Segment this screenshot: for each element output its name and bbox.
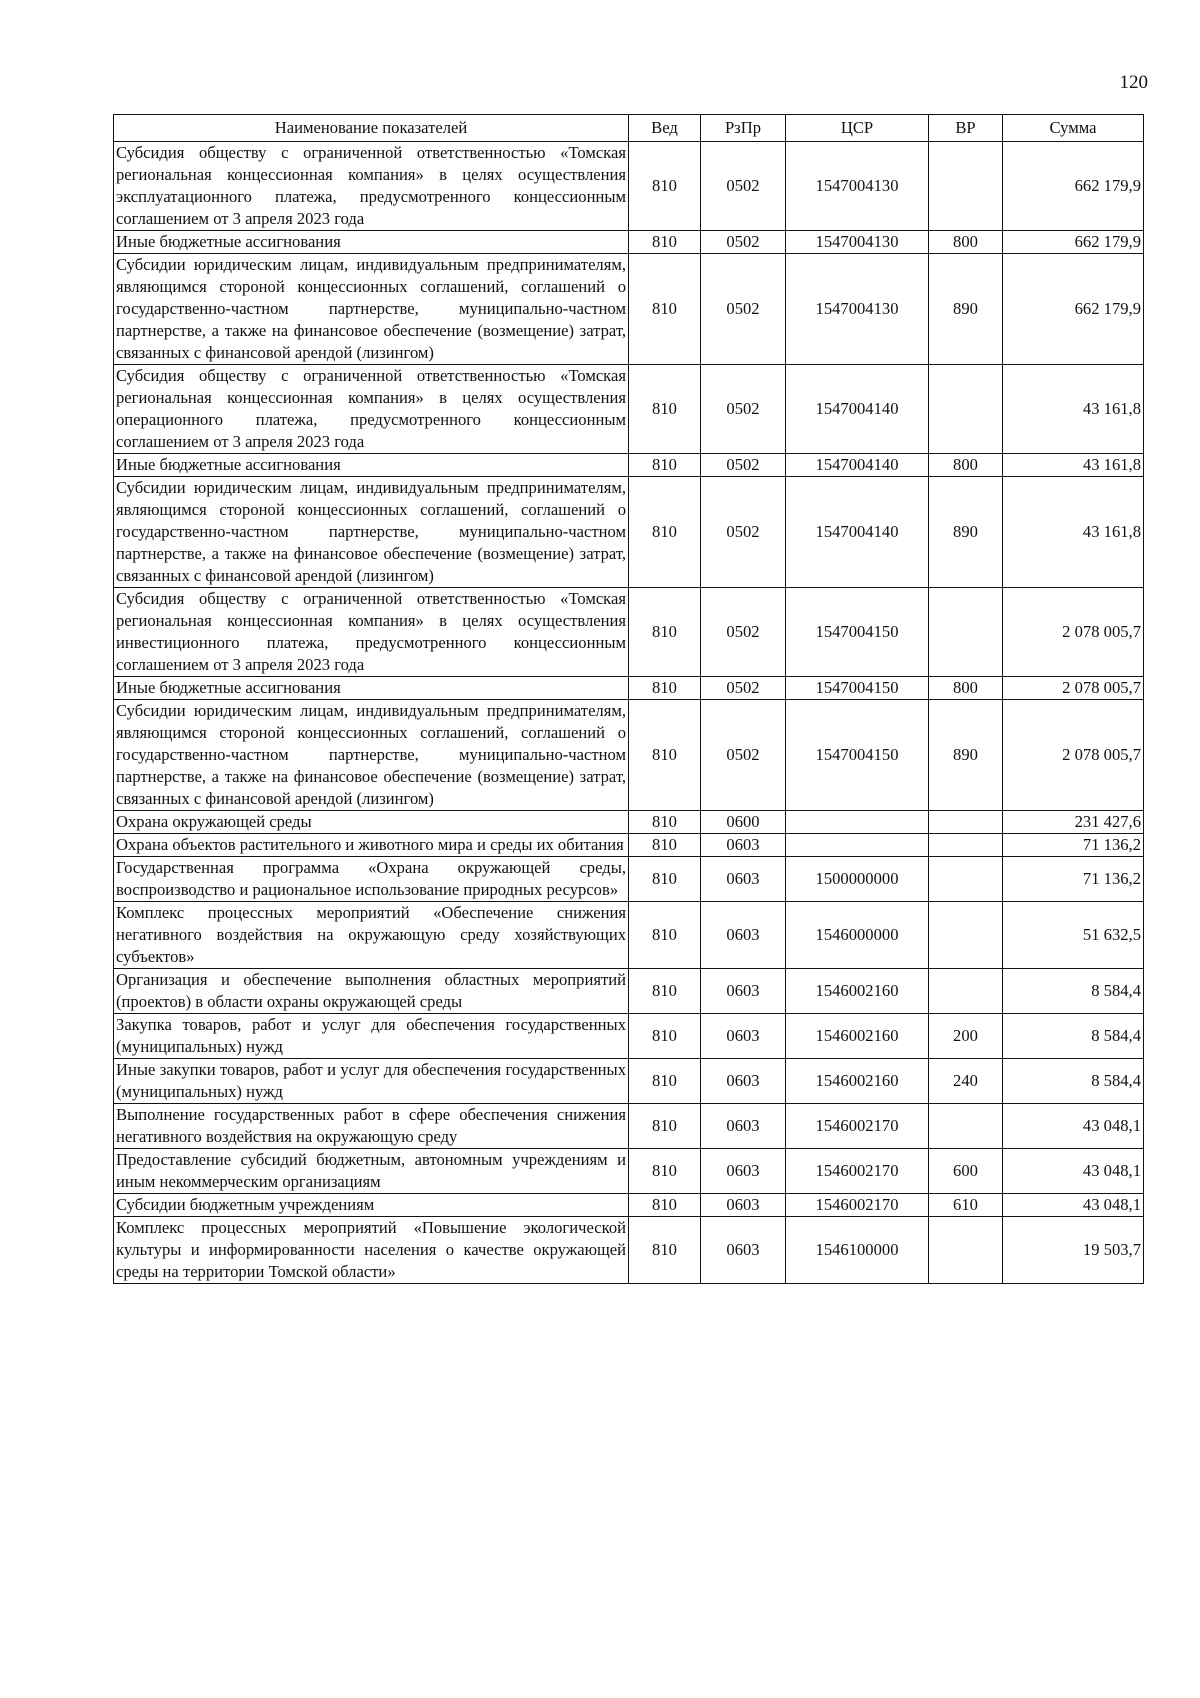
row-name: Охрана окружающей среды (114, 811, 629, 834)
row-ved: 810 (629, 231, 701, 254)
row-name: Иные бюджетные ассигнования (114, 454, 629, 477)
row-rzpr: 0603 (701, 1149, 786, 1194)
row-vr: 240 (929, 1059, 1003, 1104)
header-ved: Вед (629, 115, 701, 142)
row-rzpr: 0502 (701, 254, 786, 365)
row-sum: 8 584,4 (1003, 1014, 1144, 1059)
row-rzpr: 0502 (701, 700, 786, 811)
row-vr: 890 (929, 254, 1003, 365)
row-name: Субсидии юридическим лицам, индивидуальным предпринимателям, являющимся стороной концессионных соглашений, соглашений о государственно-частном партнерстве, муниципально-частном партнерстве, а также на финансовое обеспечение (возмещение) затрат, связанных с финансовой арендой (лизингом) (114, 477, 629, 588)
row-csr: 1546002170 (786, 1194, 929, 1217)
row-rzpr: 0502 (701, 677, 786, 700)
row-ved: 810 (629, 1014, 701, 1059)
row-rzpr: 0603 (701, 1104, 786, 1149)
row-ved: 810 (629, 454, 701, 477)
row-csr (786, 811, 929, 834)
row-name: Субсидии юридическим лицам, индивидуальным предпринимателям, являющимся стороной концессионных соглашений, соглашений о государственно-частном партнерстве, муниципально-частном партнерстве, а также на финансовое обеспечение (возмещение) затрат, связанных с финансовой арендой (лизингом) (114, 254, 629, 365)
row-csr: 1547004140 (786, 365, 929, 454)
table-row (114, 1059, 1144, 1104)
table-row (114, 834, 1144, 857)
row-rzpr: 0502 (701, 142, 786, 231)
row-sum: 71 136,2 (1003, 857, 1144, 902)
table-row (114, 1217, 1144, 1284)
table-row (114, 857, 1144, 902)
row-csr: 1547004130 (786, 142, 929, 231)
row-sum: 662 179,9 (1003, 254, 1144, 365)
row-rzpr: 0502 (701, 477, 786, 588)
row-name: Комплекс процессных мероприятий «Обеспечение снижения негативного воздействия на окружающую среду хозяйствующих субъектов» (114, 902, 629, 969)
row-csr: 1546100000 (786, 1217, 929, 1284)
row-name: Организация и обеспечение выполнения областных мероприятий (проектов) в области охраны окружающей среды (114, 969, 629, 1014)
row-csr: 1546002160 (786, 969, 929, 1014)
table-row (114, 142, 1144, 231)
row-vr (929, 811, 1003, 834)
row-sum: 2 078 005,7 (1003, 700, 1144, 811)
row-vr: 600 (929, 1149, 1003, 1194)
row-ved: 810 (629, 834, 701, 857)
row-name: Субсидии бюджетным учреждениям (114, 1194, 629, 1217)
table-row (114, 902, 1144, 969)
row-rzpr: 0600 (701, 811, 786, 834)
table-row (114, 1104, 1144, 1149)
row-ved: 810 (629, 1194, 701, 1217)
row-name: Иные бюджетные ассигнования (114, 231, 629, 254)
row-csr: 1546002170 (786, 1104, 929, 1149)
row-vr: 200 (929, 1014, 1003, 1059)
row-ved: 810 (629, 365, 701, 454)
row-vr (929, 142, 1003, 231)
row-ved: 810 (629, 677, 701, 700)
row-sum: 43 048,1 (1003, 1149, 1144, 1194)
row-vr (929, 969, 1003, 1014)
row-name: Охрана объектов растительного и животного мира и среды их обитания (114, 834, 629, 857)
row-vr (929, 902, 1003, 969)
row-vr (929, 588, 1003, 677)
row-vr (929, 1104, 1003, 1149)
row-csr: 1546000000 (786, 902, 929, 969)
header-sum: Сумма (1003, 115, 1144, 142)
row-sum: 8 584,4 (1003, 969, 1144, 1014)
row-sum: 8 584,4 (1003, 1059, 1144, 1104)
row-ved: 810 (629, 588, 701, 677)
row-rzpr: 0603 (701, 1217, 786, 1284)
table-row (114, 700, 1144, 811)
table-row (114, 1149, 1144, 1194)
row-rzpr: 0502 (701, 588, 786, 677)
row-sum: 2 078 005,7 (1003, 677, 1144, 700)
row-vr (929, 1217, 1003, 1284)
row-name: Субсидия обществу с ограниченной ответственностью «Томская региональная концессионная компания» в целях осуществления инвестиционного платежа, предусмотренного концессионным соглашением от 3 апреля 2023 года (114, 588, 629, 677)
row-ved: 810 (629, 857, 701, 902)
row-name: Иные бюджетные ассигнования (114, 677, 629, 700)
table-row (114, 454, 1144, 477)
row-name: Комплекс процессных мероприятий «Повышение экологической культуры и информированности населения о качестве окружающей среды на территории Томской области» (114, 1217, 629, 1284)
row-vr (929, 365, 1003, 454)
table-row (114, 365, 1144, 454)
table-row (114, 588, 1144, 677)
table-row (114, 477, 1144, 588)
table-row (114, 1194, 1144, 1217)
row-ved: 810 (629, 1149, 701, 1194)
row-name: Субсидии юридическим лицам, индивидуальным предпринимателям, являющимся стороной концессионных соглашений, соглашений о государственно-частном партнерстве, муниципально-частном партнерстве, а также на финансовое обеспечение (возмещение) затрат, связанных с финансовой арендой (лизингом) (114, 700, 629, 811)
row-ved: 810 (629, 1104, 701, 1149)
row-sum: 231 427,6 (1003, 811, 1144, 834)
row-rzpr: 0502 (701, 454, 786, 477)
row-rzpr: 0603 (701, 834, 786, 857)
row-ved: 810 (629, 1059, 701, 1104)
row-csr (786, 834, 929, 857)
row-name: Субсидия обществу с ограниченной ответственностью «Томская региональная концессионная компания» в целях осуществления эксплуатационного платежа, предусмотренного концессионным соглашением от 3 апреля 2023 года (114, 142, 629, 231)
row-ved: 810 (629, 811, 701, 834)
row-rzpr: 0603 (701, 902, 786, 969)
table-row (114, 969, 1144, 1014)
row-csr: 1547004130 (786, 231, 929, 254)
page-number: 120 (1119, 72, 1148, 93)
row-vr: 800 (929, 677, 1003, 700)
row-rzpr: 0603 (701, 1014, 786, 1059)
table-row (114, 677, 1144, 700)
row-rzpr: 0603 (701, 1194, 786, 1217)
table-row (114, 811, 1144, 834)
row-vr: 890 (929, 477, 1003, 588)
row-sum: 43 161,8 (1003, 477, 1144, 588)
table-header-row (114, 115, 1144, 142)
row-csr: 1547004130 (786, 254, 929, 365)
table-row (114, 231, 1144, 254)
row-vr: 610 (929, 1194, 1003, 1217)
row-sum: 662 179,9 (1003, 231, 1144, 254)
budget-table (113, 114, 1144, 1284)
row-sum: 71 136,2 (1003, 834, 1144, 857)
row-sum: 43 048,1 (1003, 1104, 1144, 1149)
row-vr: 800 (929, 454, 1003, 477)
row-sum: 43 161,8 (1003, 365, 1144, 454)
row-sum: 662 179,9 (1003, 142, 1144, 231)
row-sum: 2 078 005,7 (1003, 588, 1144, 677)
row-ved: 810 (629, 1217, 701, 1284)
row-csr: 1547004140 (786, 477, 929, 588)
header-vr: ВР (929, 115, 1003, 142)
row-csr: 1546002170 (786, 1149, 929, 1194)
row-ved: 810 (629, 254, 701, 365)
row-csr: 1547004150 (786, 700, 929, 811)
row-sum: 51 632,5 (1003, 902, 1144, 969)
row-csr: 1546002160 (786, 1059, 929, 1104)
row-sum: 19 503,7 (1003, 1217, 1144, 1284)
row-rzpr: 0603 (701, 1059, 786, 1104)
row-sum: 43 161,8 (1003, 454, 1144, 477)
row-rzpr: 0502 (701, 365, 786, 454)
row-csr: 1547004150 (786, 677, 929, 700)
table-body (114, 142, 1144, 1284)
row-rzpr: 0502 (701, 231, 786, 254)
row-vr (929, 834, 1003, 857)
row-vr (929, 857, 1003, 902)
table-row (114, 254, 1144, 365)
header-rzpr: РзПр (701, 115, 786, 142)
row-ved: 810 (629, 142, 701, 231)
row-name: Государственная программа «Охрана окружающей среды, воспроизводство и рациональное использование природных ресурсов» (114, 857, 629, 902)
row-csr: 1547004150 (786, 588, 929, 677)
header-name: Наименование показателей (114, 115, 629, 142)
table-row (114, 1014, 1144, 1059)
row-vr: 800 (929, 231, 1003, 254)
row-name: Иные закупки товаров, работ и услуг для обеспечения государственных (муниципальных) нужд (114, 1059, 629, 1104)
row-name: Субсидия обществу с ограниченной ответственностью «Томская региональная концессионная компания» в целях осуществления операционного платежа, предусмотренного концессионным соглашением от 3 апреля 2023 года (114, 365, 629, 454)
row-name: Закупка товаров, работ и услуг для обеспечения государственных (муниципальных) нужд (114, 1014, 629, 1059)
row-ved: 810 (629, 700, 701, 811)
row-sum: 43 048,1 (1003, 1194, 1144, 1217)
row-ved: 810 (629, 969, 701, 1014)
row-rzpr: 0603 (701, 969, 786, 1014)
row-name: Выполнение государственных работ в сфере обеспечения снижения негативного воздействия на окружающую среду (114, 1104, 629, 1149)
row-csr: 1546002160 (786, 1014, 929, 1059)
row-csr: 1500000000 (786, 857, 929, 902)
header-csr: ЦСР (786, 115, 929, 142)
row-name: Предоставление субсидий бюджетным, автономным учреждениям и иным некоммерческим организациям (114, 1149, 629, 1194)
row-vr: 890 (929, 700, 1003, 811)
row-ved: 810 (629, 902, 701, 969)
row-csr: 1547004140 (786, 454, 929, 477)
row-ved: 810 (629, 477, 701, 588)
row-rzpr: 0603 (701, 857, 786, 902)
